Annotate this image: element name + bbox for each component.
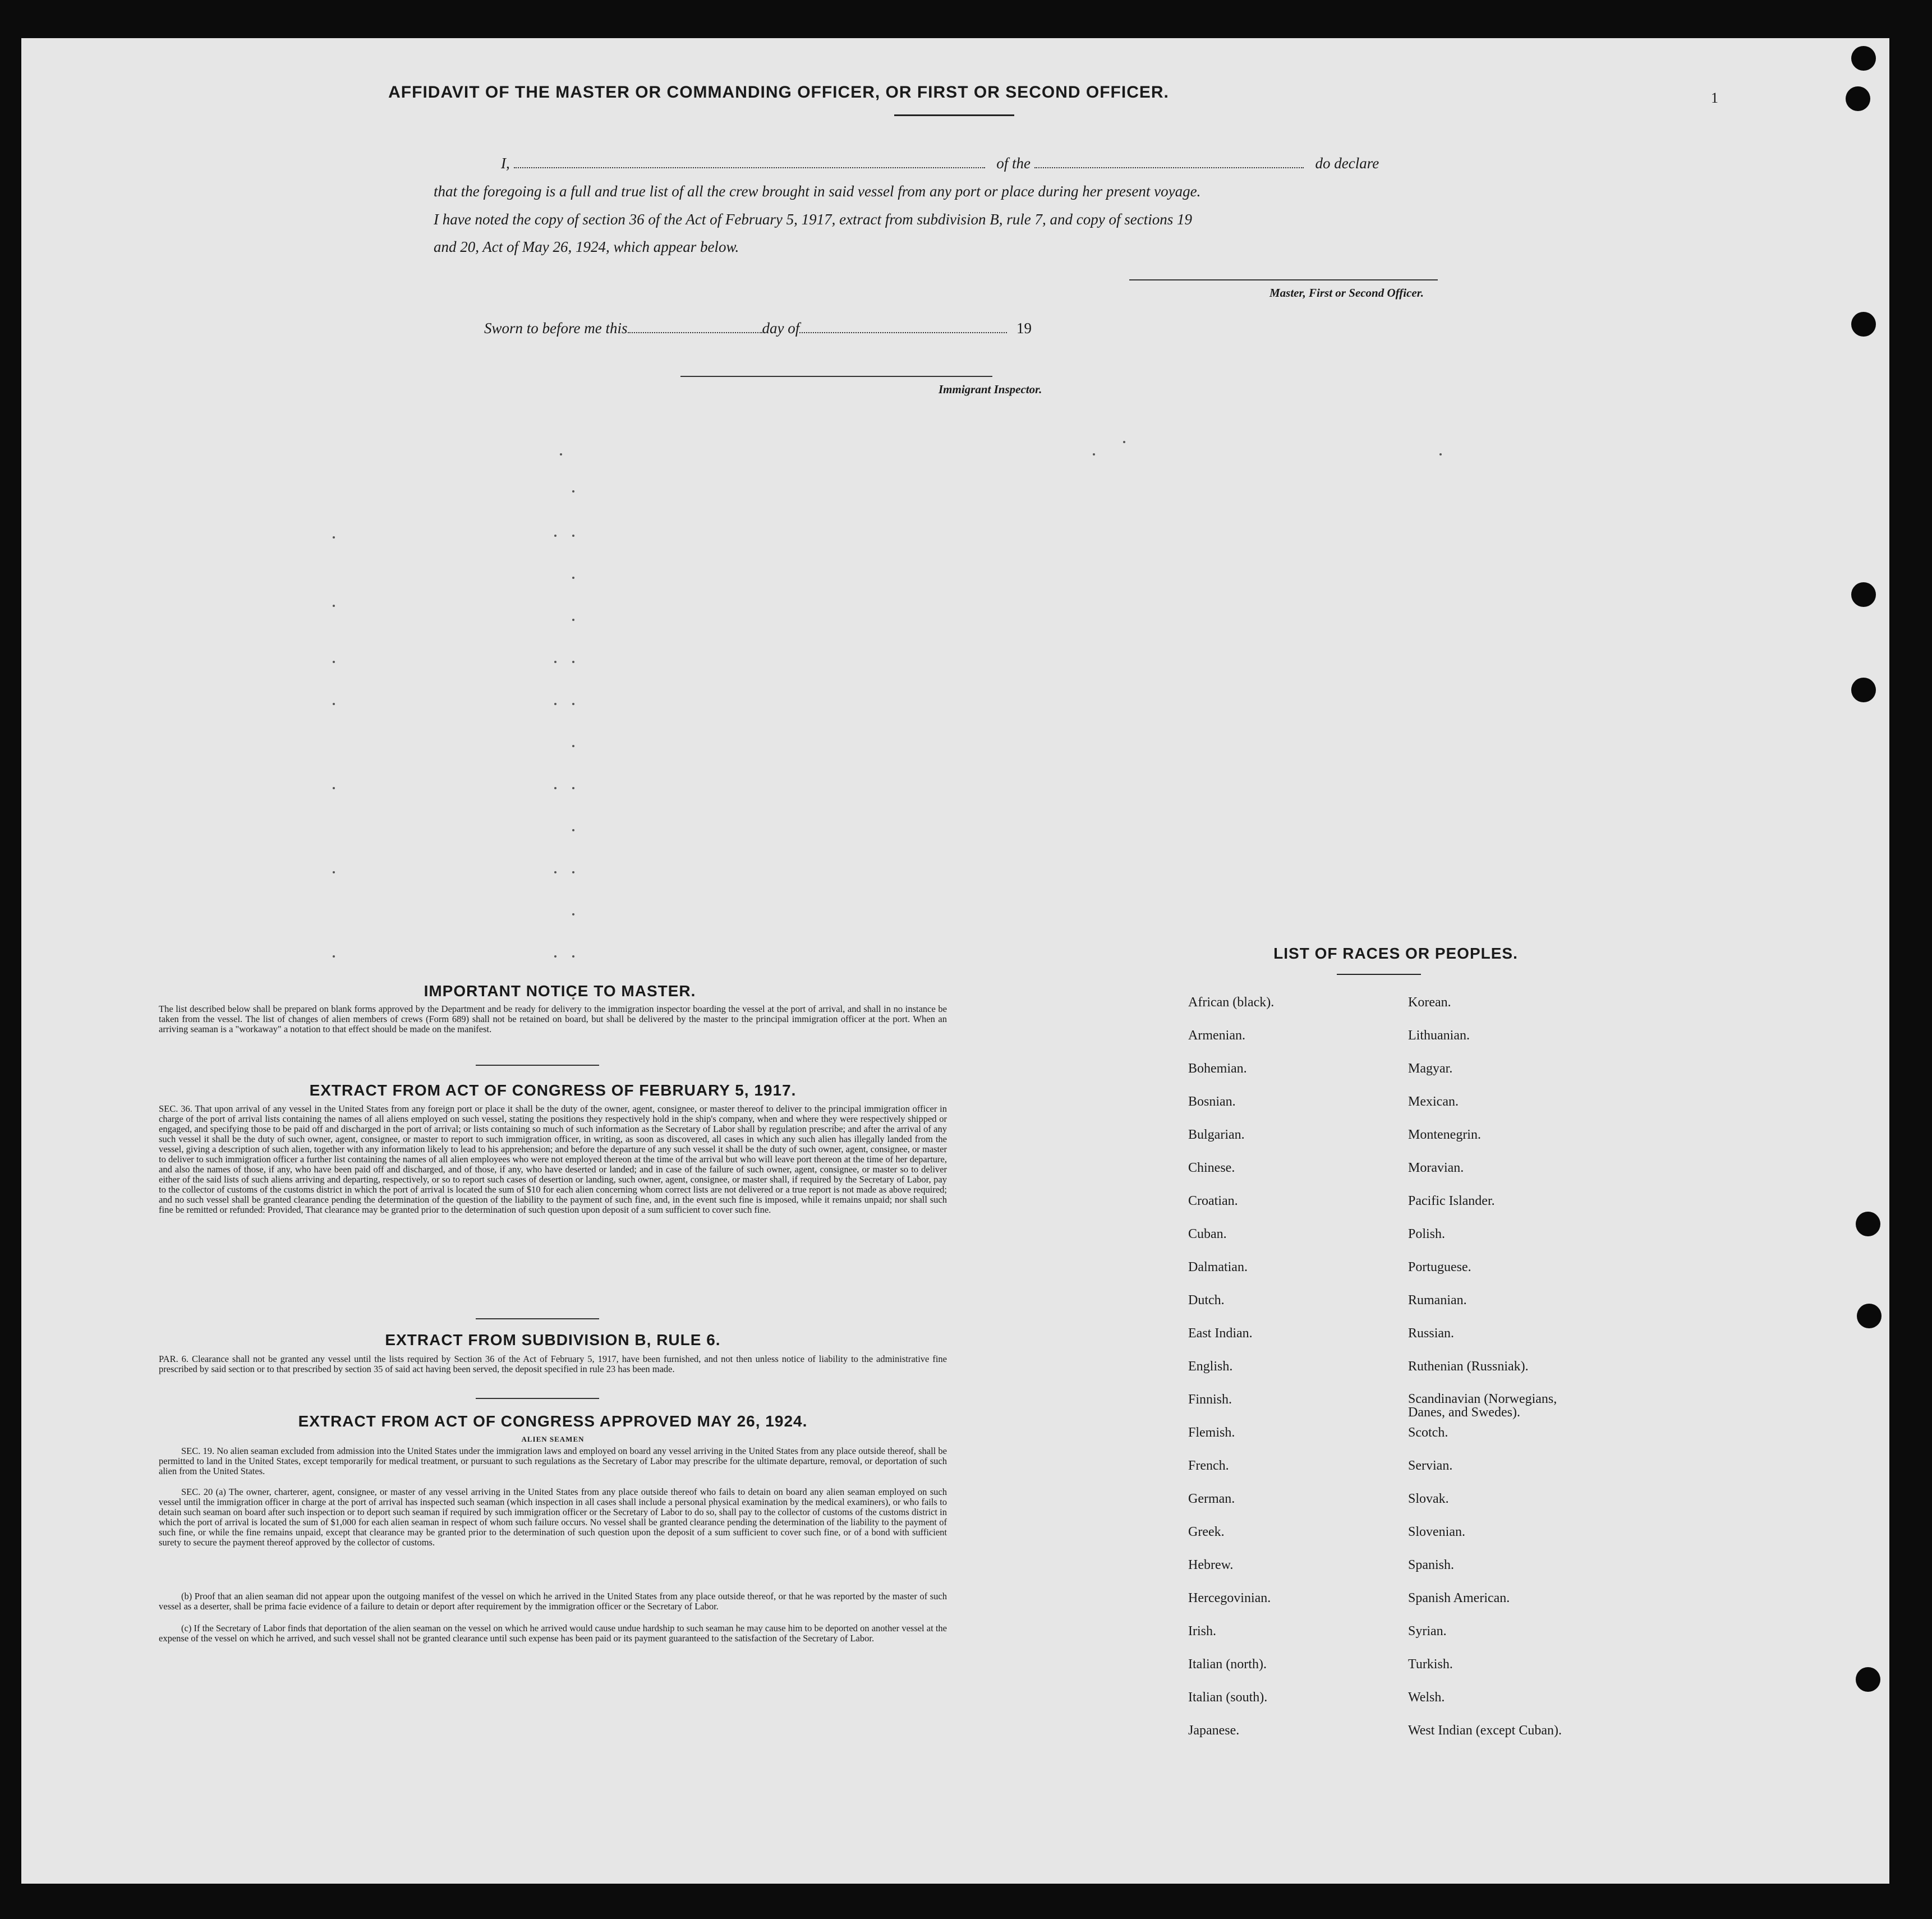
punch-hole — [1856, 1212, 1880, 1236]
race-item: Cuban. — [1188, 1227, 1227, 1241]
mark — [572, 829, 574, 831]
race-item: English. — [1188, 1359, 1233, 1374]
mark — [572, 577, 574, 579]
mark — [1093, 453, 1095, 455]
inspector-signature-caption: Immigrant Inspector. — [939, 383, 1042, 396]
punch-hole — [1846, 86, 1870, 111]
mark — [560, 453, 562, 455]
mark — [554, 535, 556, 537]
mark — [572, 745, 574, 747]
extract-1924-sec19: SEC. 19. No alien seaman excluded from admission into the United States under the immigration laws and employed on board any vessel arriving in the United States from any place outside thereof, shall be permitted to land in the United States, except temporarily for medical treatment, or pursuant to such regulations as the Secretary of Labor may prescribe for the ultimate departure, removal, or deportation of such alien from the United States. — [159, 1446, 947, 1476]
race-item: Slovak. — [1408, 1492, 1449, 1506]
mark — [333, 703, 335, 705]
race-item: Dalmatian. — [1188, 1260, 1248, 1274]
notice-text: The list described below shall be prepared on blank forms approved by the Department and be ready for delivery to the immigration inspector boarding the vessel at the port of arrival, and shall in no instance be taken from the vessel. The list of changes of alien members of crews (Form 689) shall not be retained on board, but shall be delivered by the master to the principal immigration officer at the port. When an arriving seaman is a "workaway" a notation to that effect should be made on the manifest. — [159, 1004, 947, 1034]
affidavit-title: AFFIDAVIT OF THE MASTER OR COMMANDING OFFICER, OR FIRST OR SECOND OFFICER. — [388, 83, 1169, 102]
race-item: Dutch. — [1188, 1293, 1225, 1308]
mark — [333, 661, 335, 663]
affidavit-line-3: I have noted the copy of section 36 of the Act of February 5, 1917, extract from subdivision B, rule 7, and copy of sections 19 — [434, 211, 1192, 228]
race-item: Servian. — [1408, 1458, 1453, 1473]
race-item: African (black). — [1188, 995, 1275, 1010]
section-rule — [476, 1318, 599, 1319]
race-item: Flemish. — [1188, 1425, 1235, 1440]
race-item: Montenegrin. — [1408, 1128, 1481, 1142]
race-item: Croatian. — [1188, 1194, 1238, 1208]
affidavit-do-declare: do declare — [1315, 155, 1379, 172]
race-item: Scandinavian (Norwegians, Danes, and Swedes). — [1408, 1392, 1557, 1420]
mark — [333, 536, 335, 539]
race-item: Bohemian. — [1188, 1061, 1247, 1076]
race-item: Lithuanian. — [1408, 1028, 1470, 1043]
mark — [572, 535, 574, 537]
sworn-label: Sworn to before me this — [484, 320, 628, 337]
race-item: Armenian. — [1188, 1028, 1245, 1043]
extract-1924-sec20c: (c) If the Secretary of Labor finds that deportation of the alien seaman on the vessel on which he arrived would cause undue hardship to such seaman he may cause him to be deported on another vessel at the expense of the vessel on which he arrived, and such vessel shall not be granted clearance until such expense has been paid or its payment guaranteed to the satisfaction of the Secretary of Labor. — [159, 1623, 947, 1644]
mark — [333, 787, 335, 789]
race-item: Italian (south). — [1188, 1690, 1268, 1705]
race-item: Chinese. — [1188, 1161, 1235, 1175]
race-item: Italian (north). — [1188, 1657, 1267, 1672]
race-item: Slovenian. — [1408, 1525, 1465, 1539]
race-item: Finnish. — [1188, 1392, 1232, 1407]
race-item: Rumanian. — [1408, 1293, 1467, 1308]
mark — [572, 490, 574, 493]
races-heading: LIST OF RACES OR PEOPLES. — [1273, 945, 1518, 962]
punch-hole — [1851, 312, 1876, 337]
race-item: Scotch. — [1408, 1425, 1448, 1440]
punch-hole — [1851, 582, 1876, 607]
race-item: Bulgarian. — [1188, 1128, 1245, 1142]
race-item: Polish. — [1408, 1227, 1446, 1241]
race-item: Portuguese. — [1408, 1260, 1471, 1274]
name-blank — [514, 156, 985, 168]
race-item: Syrian. — [1408, 1624, 1447, 1639]
race-item: Welsh. — [1408, 1690, 1445, 1705]
section-rule — [476, 1065, 599, 1066]
margin-mark: 1 — [1711, 90, 1718, 106]
mark — [554, 955, 556, 958]
master-signature-line — [1129, 279, 1438, 280]
race-item: Hercegovinian. — [1188, 1591, 1271, 1605]
mark — [554, 871, 556, 873]
mark — [333, 955, 335, 958]
sworn-day-blank — [628, 321, 762, 333]
extract-1924-sec20b: (b) Proof that an alien seaman did not appear upon the outgoing manifest of the vessel on which he arrived in the United States from any place outside thereof, or that he was reported by the master of such vessel as a deserter, shall be prima facie evidence of a failure to detain or deport after requirement by the immigration officer or the Secretary of Labor. — [159, 1591, 947, 1612]
race-item: Moravian. — [1408, 1161, 1464, 1175]
punch-hole — [1851, 678, 1876, 702]
master-signature-caption: Master, First or Second Officer. — [1269, 286, 1424, 300]
race-item: Turkish. — [1408, 1657, 1453, 1672]
race-item: Russian. — [1408, 1326, 1455, 1341]
mark — [333, 605, 335, 607]
mark — [572, 913, 574, 915]
punch-hole — [1857, 1304, 1882, 1328]
affidavit-line-1 — [501, 155, 1488, 172]
mark — [554, 703, 556, 705]
affidavit-line-4: and 20, Act of May 26, 1924, which appear below. — [434, 238, 739, 255]
extract-1924-heading: EXTRACT FROM ACT OF CONGRESS APPROVED MAY 26, 1924. — [298, 1412, 808, 1430]
races-rule — [1337, 974, 1421, 975]
race-item: Pacific Islander. — [1408, 1194, 1495, 1208]
extract-1917-heading: EXTRACT FROM ACT OF CONGRESS OF FEBRUARY 5, 1917. — [309, 1082, 797, 1099]
punch-hole — [1856, 1667, 1880, 1692]
punch-hole — [1851, 46, 1876, 71]
race-item: Irish. — [1188, 1624, 1216, 1639]
race-item: Bosnian. — [1188, 1094, 1236, 1109]
race-item: Spanish American. — [1408, 1591, 1510, 1605]
inspector-signature-line — [680, 376, 992, 377]
mark — [572, 955, 574, 958]
section-rule — [476, 1398, 599, 1399]
rule6-text: PAR. 6. Clearance shall not be granted any vessel until the lists required by Section 36 of the Act of February 5, 1917, have been furnished, and not then unless notice of liability to the administrative fine prescribed by said section or to that prescribed by section 35 of said act having been served, the deposit specified in rule 23 has been made. — [159, 1354, 947, 1374]
document-page — [21, 38, 1889, 1884]
race-item: French. — [1188, 1458, 1229, 1473]
rule6-heading: EXTRACT FROM SUBDIVISION B, RULE 6. — [385, 1331, 721, 1349]
notice-heading: IMPORTANT NOTICE TO MASTER. — [424, 982, 696, 1000]
vessel-blank — [1034, 156, 1304, 168]
extract-1917-text: SEC. 36. That upon arrival of any vessel in the United States from any foreign port or place it shall be the duty of the owner, agent, consignee, or master thereof to deliver to the principal immigration officer in charge of the port of arrival lists containing the names of all aliens employed on such vessel, stating the positions they respectively hold in the ship's company, when and where they were respectively shipped or engaged, and specifying those to be paid off and discharged in the port of arrival; or lists containing so much of such information as the Secretary of Labor shall by regulation prescribe; and after the arrival of any such vessel it shall be the duty of such owner, agent, consignee, or master to report to such immigration officer, in writing, as soon as discovered, all cases in which any such alien has illegally landed from the vessel, giving a description of such alien, together with any information likely to lead to his apprehension; and before the departure of any such vessel it shall be the duty of such owner, agent, consignee, or master to deliver to such immigration officer a further list containing the names of all alien employees who were not employed thereon at the time of the arrival but who will leave port thereon at the time of her departure, and also the names of those, if any, who have been paid off and discharged, and of those, if any, who have deserted or landed; and in case of the failure of such owner, agent, consignee, or master so to deliver either of the said lists of such aliens arriving and departing, respectively, or so to report such cases of desertion or landing, such owner, agent, consignee, or master shall, if required by the Secretary of Labor, pay to the collector of customs of the customs district in which the port of arrival is located the sum of $10 for each alien concerning whom correct lists are not delivered or a true report is not made as above required; and no such vessel shall be granted clearance pending the determination of the question of the liability to the payment of such fine, and, in the event such fine is imposed, while it remains unpaid; nor shall such fine be remitted or refunded: Provided, That clearance may be granted prior to the determination of such question upon deposit of a sum sufficient to cover such fine. — [159, 1103, 947, 1215]
race-item: Magyar. — [1408, 1061, 1453, 1076]
mark — [572, 787, 574, 789]
mark — [572, 619, 574, 621]
extract-1924-sec20a: SEC. 20 (a) The owner, charterer, agent, consignee, or master of any vessel arriving in the United States from any place outside thereof who fails to detain on board any alien seaman employed on such vessel until the immigration officer in charge at the port of arrival has inspected such seaman (which inspection in all cases shall include a personal physical examination by the medical examiners), or who fails to detain such seaman on board after such inspection or to deport such seaman if required by such immigration officer or the Secretary of Labor to do so, shall pay to the collector of customs of the customs district in which the port of arrival is located the sum of $1,000 for each alien seaman in respect of whom such failure occurs. No vessel shall be granted clearance pending the determination of the liability to the payment of such fine, or while the fine remains unpaid, except that clearance may be granted prior to the determination of such question upon the deposit of a sum sufficient to cover such fine, or of a bond with sufficient surety to secure the payment thereof approved by the collector of customs. — [159, 1487, 947, 1548]
sworn-month-blank — [799, 321, 1007, 333]
mark — [572, 661, 574, 663]
race-item: Japanese. — [1188, 1723, 1240, 1738]
affidavit-line-2: that the foregoing is a full and true list of all the crew brought in said vessel from any port or place during her present voyage. — [434, 183, 1201, 200]
mark — [572, 703, 574, 705]
alien-seamen-subheading: ALIEN SEAMEN — [521, 1435, 585, 1443]
race-item: Spanish. — [1408, 1558, 1455, 1572]
affidavit-of-the: of the — [996, 155, 1031, 172]
race-item: Korean. — [1408, 995, 1451, 1010]
day-of-label: day of — [762, 320, 800, 337]
mark — [1123, 441, 1125, 443]
sworn-line — [484, 320, 1157, 337]
mark — [572, 871, 574, 873]
mark — [554, 787, 556, 789]
race-item: Hebrew. — [1188, 1558, 1234, 1572]
race-item: Greek. — [1188, 1525, 1225, 1539]
year-label: 19 — [1016, 320, 1032, 337]
race-item: West Indian (except Cuban). — [1408, 1723, 1562, 1738]
race-item: Ruthenian (Russniak). — [1408, 1359, 1529, 1374]
mark — [1439, 453, 1442, 455]
mark — [554, 661, 556, 663]
mark — [333, 871, 335, 873]
affidavit-i: I, — [501, 155, 510, 172]
race-item: Mexican. — [1408, 1094, 1459, 1109]
race-item: East Indian. — [1188, 1326, 1253, 1341]
race-item: German. — [1188, 1492, 1235, 1506]
title-rule — [894, 114, 1014, 116]
